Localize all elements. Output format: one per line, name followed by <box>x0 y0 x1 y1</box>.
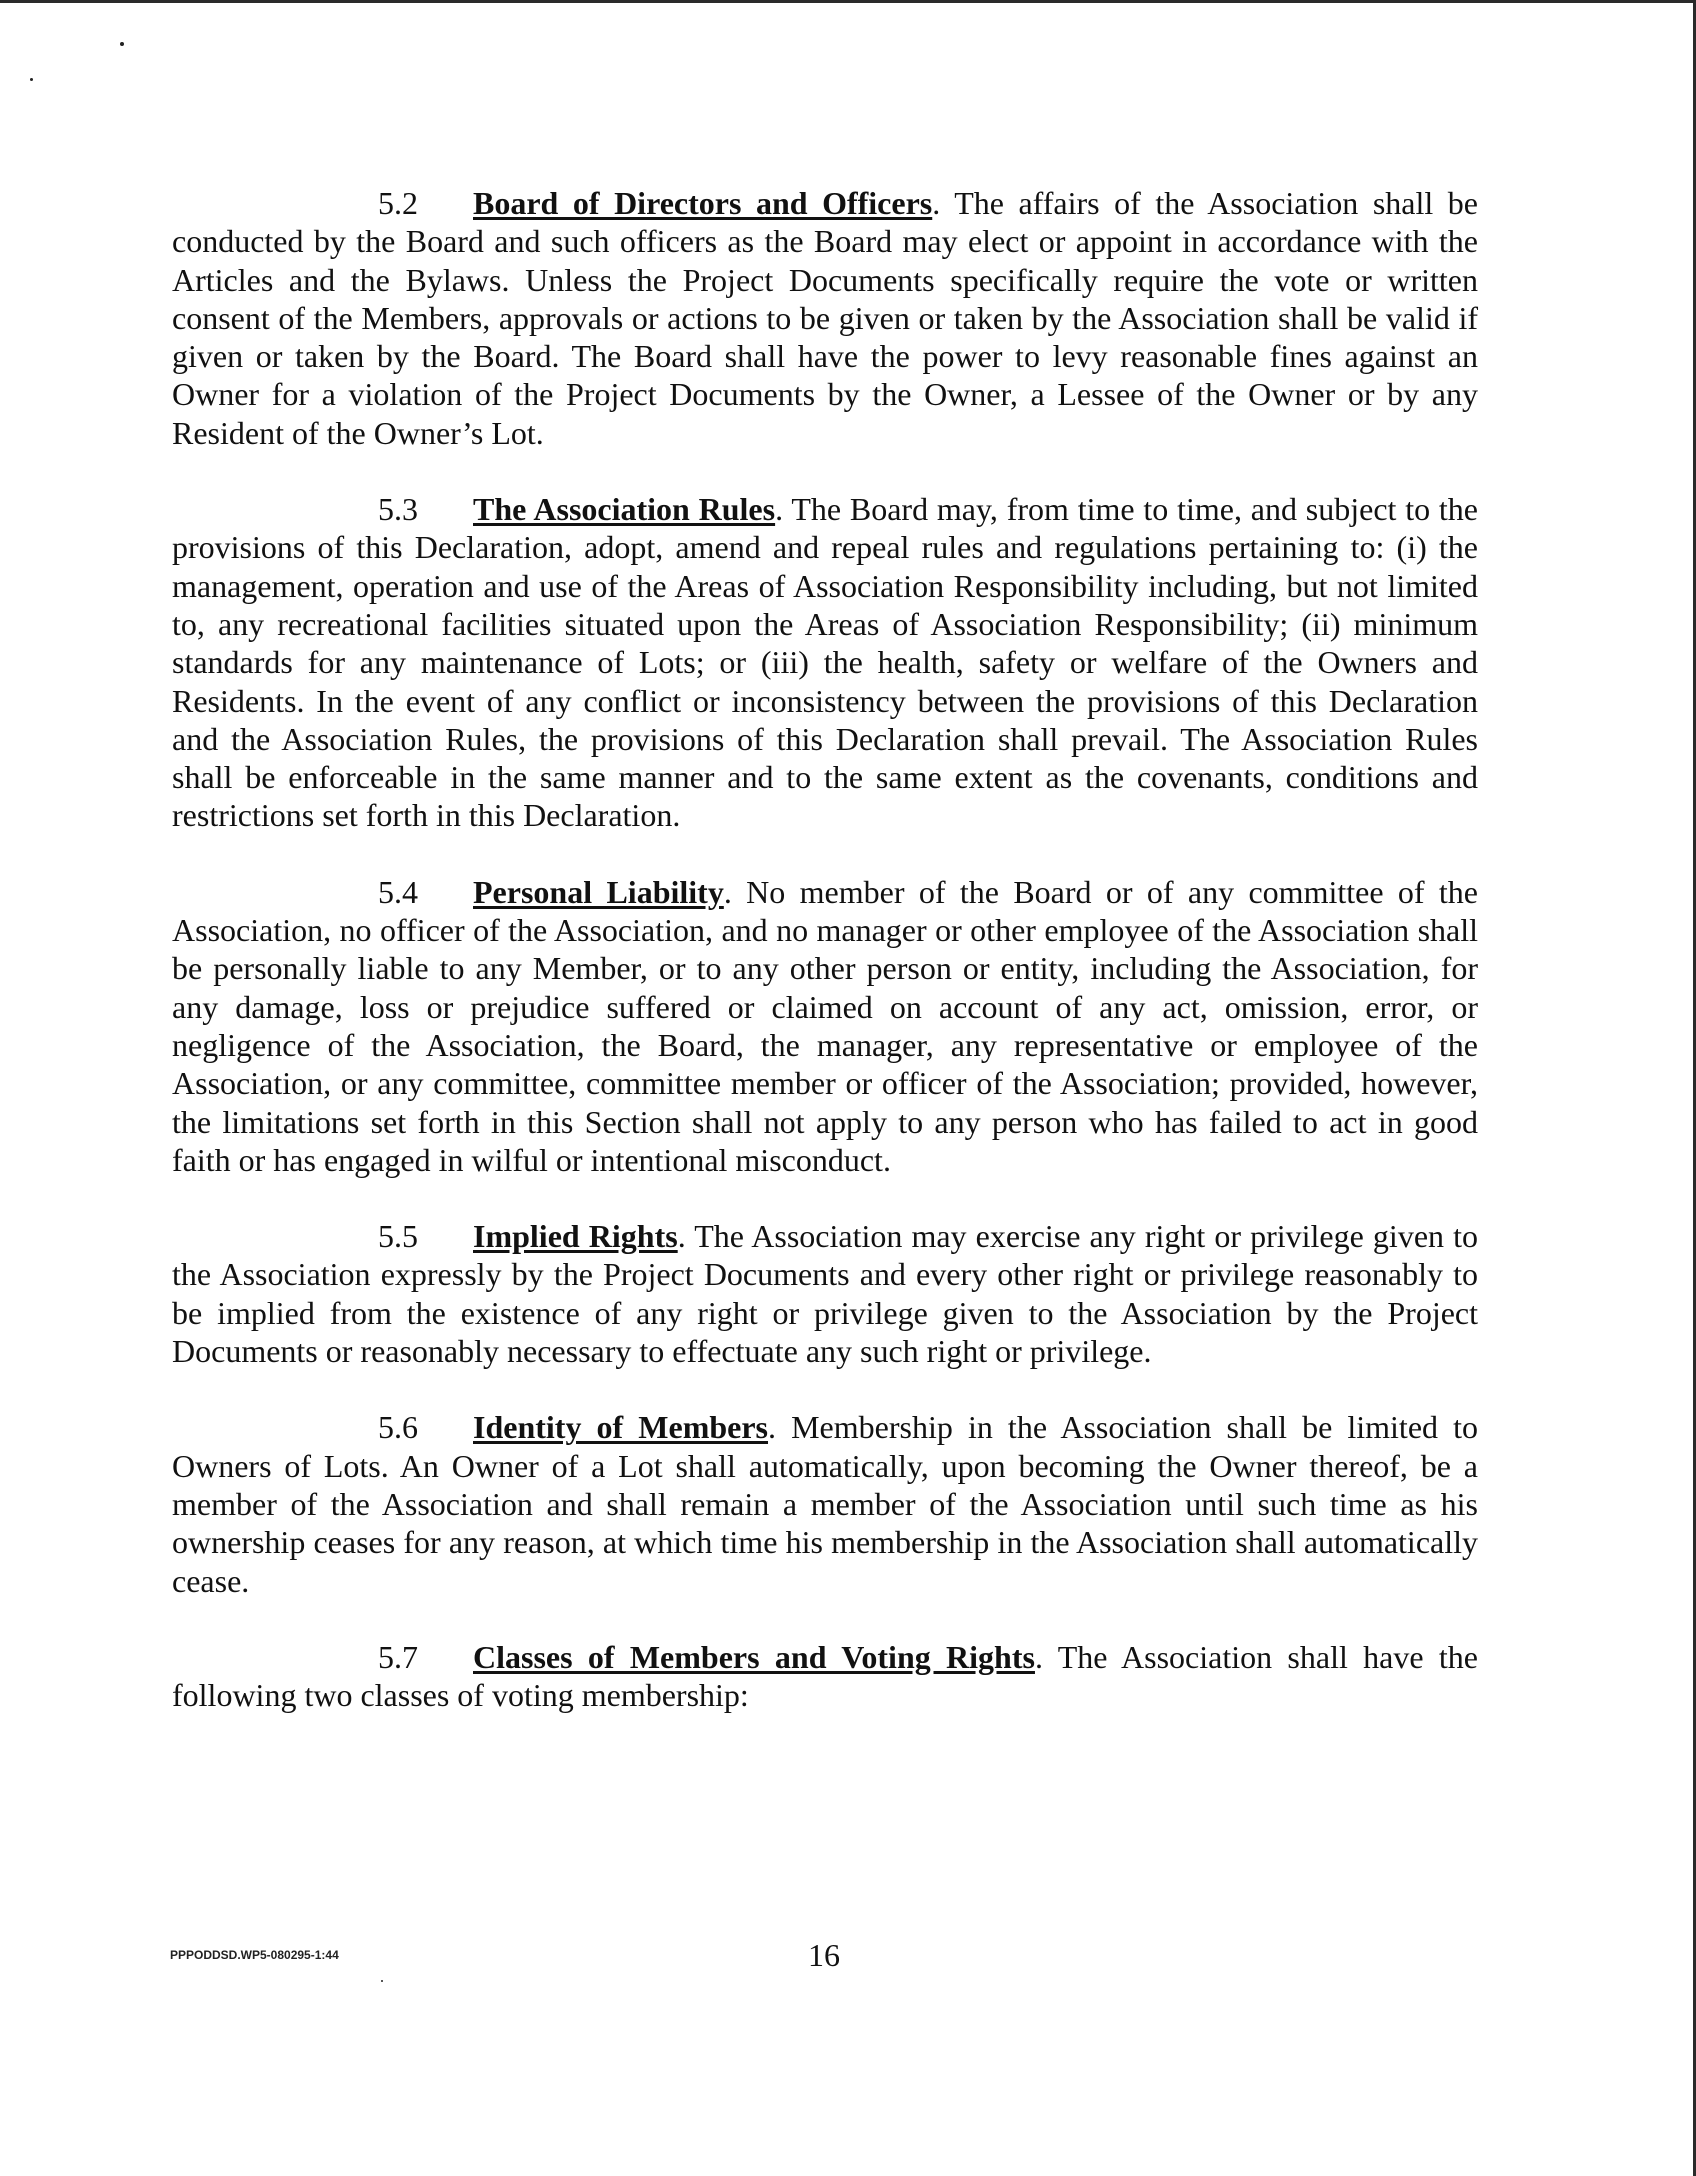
section-5-6 <box>172 1408 1478 1599</box>
section-title: Classes of Members and Voting Rights <box>473 1638 1035 1675</box>
section-5-2 <box>172 184 1478 452</box>
section-number: 5.6 <box>378 1409 418 1446</box>
section-text: . The Association may exercise any right or privilege given to the Association expressly by the Project Documents and every other right or privilege reasonably to be implied from the existence of any right or privilege given to the Association by the Project Documents or reasonably necessary to effectuate any such right or privilege. <box>172 1218 1479 1370</box>
section-text: . The Board may, from time to time, and subject to the provisions of this Declaration, adopt, amend and repeal rules and regulations pertaining to: (i) the management, operation and use of the Areas of Association Responsibility including, but not limited to, any recreational facilities situated upon the Areas of Association Responsibility; (ii) minimum standards for any maintenance of Lots; or (iii) the health, safety or welfare of the Owners and Residents. In the event of any conflict or inconsistency between the provisions of this Declaration and the Association Rules, the provisions of this Declaration shall prevail. The Association Rules shall be enforceable in the same manner and to the same extent as the covenants, conditions and restrictions set forth in this Declaration. <box>172 491 1479 834</box>
footer-document-code: PPPODDSD.WP5-080295-1:44 <box>170 1948 339 1962</box>
section-text: . The Association shall have the following two classes of voting membership: <box>172 1638 1479 1714</box>
document-body <box>172 184 1478 1752</box>
section-5-3 <box>172 490 1478 835</box>
scan-speck <box>120 42 124 46</box>
page-number: 16 <box>808 1937 840 1973</box>
section-number: 5.7 <box>378 1638 418 1675</box>
scan-speck <box>30 78 33 81</box>
section-title: The Association Rules <box>473 491 776 528</box>
section-number: 5.3 <box>378 491 418 528</box>
section-number: 5.2 <box>378 185 418 221</box>
section-5-7 <box>172 1638 1478 1715</box>
section-text: . The affairs of the Association shall be conducted by the Board and such officers as the Board may elect or appoint in accordance with the Articles and the Bylaws. Unless the Project Documents specifically require the vote or written consent of the Members, approvals or actions to be given or taken by the Association shall be valid if given or taken by the Board. The Board shall have the power to levy reasonable fines against an Owner for a violation of the Project Documents by the Owner, a Lessee of the Owner or by any Resident of the Owner’s Lot. <box>172 185 1479 451</box>
section-text: . Membership in the Association shall be limited to Owners of Lots. An Owner of a Lot shall automatically, upon becoming the Owner thereof, be a member of the Association and shall remain a member of the Association until such time as his ownership ceases for any reason, at which time his membership in the Association shall automatically cease. <box>172 1409 1479 1599</box>
section-title: Board of Directors and Officers <box>473 185 933 221</box>
section-title: Personal Liability <box>473 873 724 910</box>
section-text: . No member of the Board or of any committee of the Association, no officer of the Association, and no manager or other employee of the Association shall be personally liable to any Member, or to any other person or entity, including the Association, for any damage, loss or prejudice suffered or claimed on account of any act, omission, error, or negligence of the Association, the Board, the manager, any representative or employee of the Association, or any committee, committee member or officer of the Association; provided, however, the limitations set forth in this Section shall not apply to any person who has failed to act in good faith or has engaged in wilful or intentional misconduct. <box>172 873 1478 1178</box>
section-number: 5.5 <box>378 1218 418 1255</box>
section-5-4 <box>172 873 1478 1179</box>
section-title: Identity of Members <box>473 1409 769 1446</box>
section-title: Implied Rights <box>473 1218 678 1255</box>
section-5-5 <box>172 1217 1478 1370</box>
section-number: 5.4 <box>378 873 418 910</box>
scan-speck <box>381 1980 383 1982</box>
scan-edge-top <box>0 0 1696 3</box>
